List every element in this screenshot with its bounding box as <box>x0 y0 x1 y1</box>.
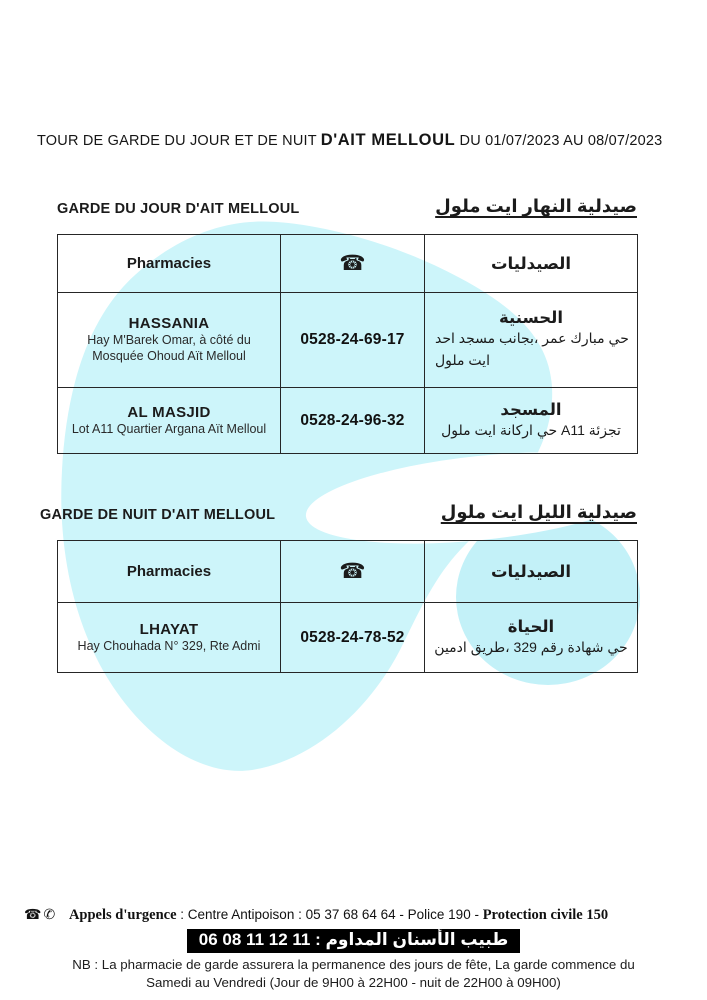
night-heading-ar: صيدلية الليل ايت ملول <box>440 502 637 522</box>
pharmacy-address-ar: تجزئة A11 حي اركانة ايت ملول <box>441 421 621 438</box>
pharmacy-cell-fr <box>58 388 281 454</box>
protection-civile-label: Protection civile 150 <box>482 907 609 923</box>
table-header-row <box>58 541 638 603</box>
column-header-pharmacies-ar: الصيدليات <box>425 541 638 603</box>
dentist-phone-number: 06 08 11 12 11 <box>198 930 311 949</box>
table-row <box>58 293 638 388</box>
phone-icon: ☎ <box>281 235 425 293</box>
column-header-pharmacies: Pharmacies <box>58 235 281 293</box>
pharmacy-address-fr: Hay M'Barek Omar, à côté du Mosquée Ohoud Aït Melloul <box>87 333 251 363</box>
day-heading-fr: GARDE DU JOUR D'AIT MELLOUL <box>57 201 300 217</box>
title-date-range: DU 01/07/2023 AU 08/07/2023 <box>455 133 663 149</box>
nb-line-1: NB : La pharmacie de garde assurera la permanence des jours de fête, La garde commence du <box>72 957 635 972</box>
emergency-numbers-line <box>24 906 694 924</box>
nb-line-2: Samedi au Vendredi (Jour de 9H00 à 22H00 - nuit de 22H00 à 09H00) <box>146 974 561 990</box>
table-row <box>58 388 638 454</box>
table-row <box>58 603 638 673</box>
fax-phone-icon: ☎ <box>24 906 44 922</box>
title-city-emphasis: D'AIT MELLOUL <box>320 131 456 149</box>
dentist-on-duty-banner <box>187 929 520 953</box>
night-heading-fr: GARDE DE NUIT D'AIT MELLOUL <box>40 507 276 523</box>
pharmacy-cell-fr <box>58 603 281 673</box>
emergency-label: Appels d'urgence <box>68 907 177 923</box>
night-pharmacy-table <box>57 540 638 673</box>
pharmacy-phone: 0528-24-69-17 <box>281 293 425 388</box>
pharmacy-phone: 0528-24-96-32 <box>281 388 425 454</box>
pharmacy-address-ar: حي شهادة رقم 329 ،طريق ادمين <box>434 638 628 655</box>
emergency-text: : Centre Antipoison : 05 37 68 64 64 - Police 190 - <box>176 907 483 922</box>
column-header-pharmacies: Pharmacies <box>58 541 281 603</box>
pharmacy-cell-ar <box>425 388 638 454</box>
phone-icon: ☎ <box>281 541 425 603</box>
day-pharmacy-table <box>57 234 638 454</box>
pharmacy-name-ar: الحياة <box>507 617 555 636</box>
night-section-heading <box>40 502 637 523</box>
column-header-pharmacies-ar: الصيدليات <box>425 235 638 293</box>
day-section-heading <box>57 196 637 217</box>
table-header-row <box>58 235 638 293</box>
pharmacy-address-fr: Hay Chouhada N° 329, Rte Admi <box>77 638 261 653</box>
pharmacy-address-fr: Lot A11 Quartier Argana Aït Melloul <box>71 421 267 436</box>
pharmacy-address-ar: حي مبارك عمر ،بجانب مسجد احد ايت ملول <box>435 330 629 368</box>
day-heading-ar: صيدلية النهار ايت ملول <box>435 196 637 216</box>
pharmacy-phone: 0528-24-78-52 <box>281 603 425 673</box>
pharmacy-cell-ar <box>425 293 638 388</box>
pharmacy-name-fr: AL MASJID <box>127 403 211 421</box>
page-title <box>37 131 687 150</box>
pharmacy-cell-ar <box>425 603 638 673</box>
pharmacy-name-fr: LHAYAT <box>139 620 199 638</box>
pharmacy-cell-fr <box>58 293 281 388</box>
title-prefix: TOUR DE GARDE DU JOUR ET DE NUIT <box>37 133 321 149</box>
pharmacy-name-fr: HASSANIA <box>128 315 210 333</box>
dentist-banner-wrap <box>0 929 707 953</box>
telephone-receiver-icon: ✆ <box>43 906 58 922</box>
pharmacy-name-ar: المسجد <box>500 400 562 419</box>
dentist-label-ar: طبيب الأسنان المداوم : <box>310 930 509 949</box>
nb-note <box>0 956 707 991</box>
pharmacy-name-ar: الحسنية <box>498 309 563 328</box>
